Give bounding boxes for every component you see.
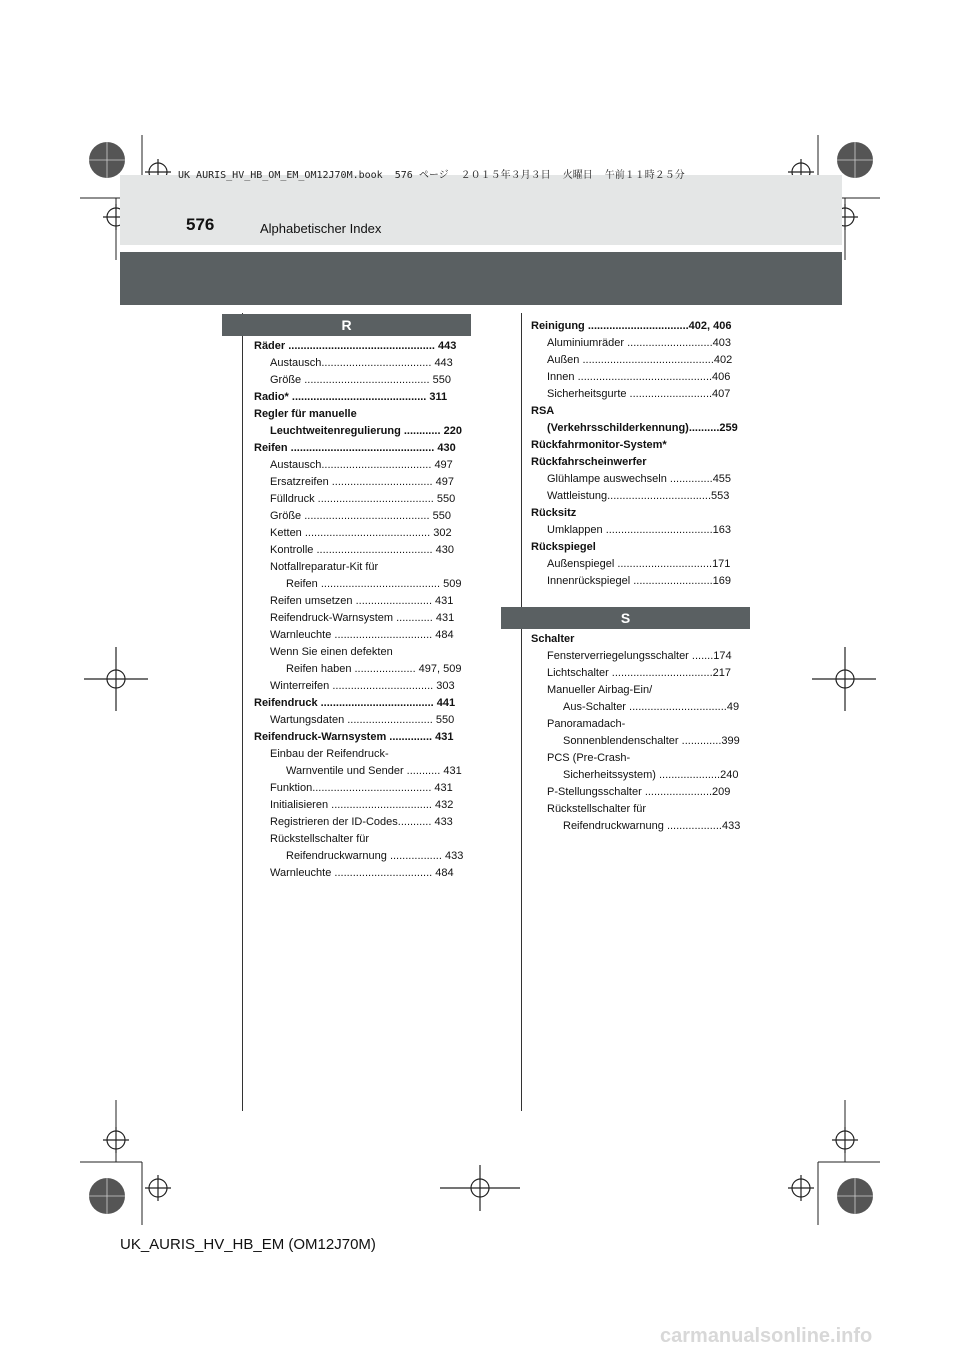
book-info-line: UK AURIS_HV_HB_OM_EM_OM12J70M.book 576 ページ ２０１５年３月３日 火曜日 午前１１時２５分 — [178, 170, 685, 181]
index-entry: Austausch.................................... 497 — [270, 459, 453, 471]
index-entry: Größe ......................................... 550 — [270, 510, 451, 522]
index-entry: Rückfahrmonitor-System* — [531, 439, 667, 451]
index-entry: Rückspiegel — [531, 541, 596, 553]
index-column-right-r — [531, 318, 751, 590]
index-column-right-s — [531, 631, 751, 835]
document-code: UK_AURIS_HV_HB_EM (OM12J70M) — [120, 1236, 376, 1253]
index-entry: Ersatzreifen ................................. 497 — [270, 476, 455, 488]
index-entry: Funktion....................................... 431 — [270, 782, 453, 794]
index-entry: Reifendruckwarnung ................. 433 — [286, 850, 464, 862]
index-entry: Panoramadach- — [547, 718, 626, 730]
index-entry: Sicherheitsgurte ...........................407 — [547, 388, 731, 400]
index-entry: Sicherheitssystem) ....................240 — [563, 769, 739, 781]
watermark: carmanualsonline.info — [660, 1325, 873, 1347]
index-entry: Rückstellschalter für — [547, 803, 647, 815]
index-entry: Fensterverriegelungsschalter .......174 — [547, 650, 732, 662]
index-entry: Winterreifen ................................. 303 — [270, 680, 455, 692]
right-column-rule — [521, 313, 522, 1111]
index-entry: Reifendruck ..................................... 441 — [254, 697, 456, 709]
index-entry: Größe ......................................... 550 — [270, 374, 451, 386]
index-entry: Ketten ......................................... 302 — [270, 527, 452, 539]
index-entry: Reifen ....................................... 509 — [286, 578, 462, 590]
index-entry: Notfallreparatur-Kit für — [270, 561, 379, 573]
index-entry: Räder ................................................ 443 — [254, 340, 457, 352]
index-entry: Radio* ............................................ 311 — [254, 391, 448, 403]
index-entry: Austausch.................................... 443 — [270, 357, 453, 369]
index-entry: Lichtschalter .................................217 — [547, 667, 732, 679]
index-entry: Manueller Airbag-Ein/ — [547, 684, 653, 696]
index-column-left — [254, 338, 472, 882]
index-entry: Reifen haben .................... 497, 509 — [286, 663, 462, 675]
page-number: 576 — [186, 215, 215, 234]
index-entry: Wartungsdaten ............................ 550 — [270, 714, 455, 726]
section-band-r: R — [222, 314, 471, 336]
index-entry: Registrieren der ID-Codes........... 433 — [270, 816, 453, 828]
left-column-rule — [242, 313, 243, 1111]
index-entry: Glühlampe auswechseln ..............455 — [547, 473, 732, 485]
index-entry: PCS (Pre-Crash- — [547, 752, 631, 764]
index-entry: Leuchtweitenregulierung ............ 220 — [270, 425, 462, 437]
index-entry: Einbau der Reifendruck- — [270, 748, 389, 760]
index-entry: Warnleuchte ................................ 484 — [270, 867, 454, 879]
index-entry: Innen ............................................406 — [547, 371, 731, 383]
index-entry: Reinigung .................................402, 406 — [531, 320, 732, 332]
index-entry: Wattleistung..................................553 — [547, 490, 730, 502]
index-entry: Rückfahrscheinwerfer — [531, 456, 647, 468]
index-entry: Kontrolle ...................................... 430 — [270, 544, 455, 556]
index-entry: P-Stellungsschalter ......................209 — [547, 786, 731, 798]
index-entry: Aluminiumräder ............................403 — [547, 337, 732, 349]
section-title: Alphabetischer Index — [260, 221, 382, 236]
index-entry: Reifen ............................................... 430 — [254, 442, 456, 454]
index-entry: Außen ...........................................402 — [547, 354, 733, 366]
header-band-light — [120, 175, 842, 245]
header-band-dark — [120, 252, 842, 305]
index-entry: Reifendruckwarnung ..................433 — [563, 820, 741, 832]
index-entry: Regler für manuelle — [254, 408, 357, 420]
section-band-s: S — [501, 607, 750, 629]
index-entry: Wenn Sie einen defekten — [270, 646, 393, 658]
index-entry: Initialisieren ................................. 432 — [270, 799, 454, 811]
index-entry: Reifendruck-Warnsystem .............. 431 — [254, 731, 454, 743]
index-entry: Warnleuchte ................................ 484 — [270, 629, 454, 641]
index-entry: Schalter — [531, 633, 575, 645]
index-entry: Umklappen ...................................163 — [547, 524, 732, 536]
index-entry: Rücksitz — [531, 507, 577, 519]
index-entry: Reifen umsetzen ......................... 431 — [270, 595, 454, 607]
index-entry: Fülldruck ...................................... 550 — [270, 493, 456, 505]
index-entry: Warnventile und Sender ........... 431 — [286, 765, 462, 777]
index-entry: Sonnenblendenschalter .............399 — [563, 735, 740, 747]
index-entry: Außenspiegel ...............................171 — [547, 558, 731, 570]
index-entry: Innenrückspiegel ..........................169 — [547, 575, 732, 587]
index-entry: Rückstellschalter für — [270, 833, 370, 845]
index-entry: RSA — [531, 405, 555, 417]
index-entry: Aus-Schalter ................................49 — [563, 701, 740, 713]
index-entry: (Verkehrsschilderkennung)..........259 — [547, 422, 738, 434]
index-entry: Reifendruck-Warnsystem ............ 431 — [270, 612, 455, 624]
